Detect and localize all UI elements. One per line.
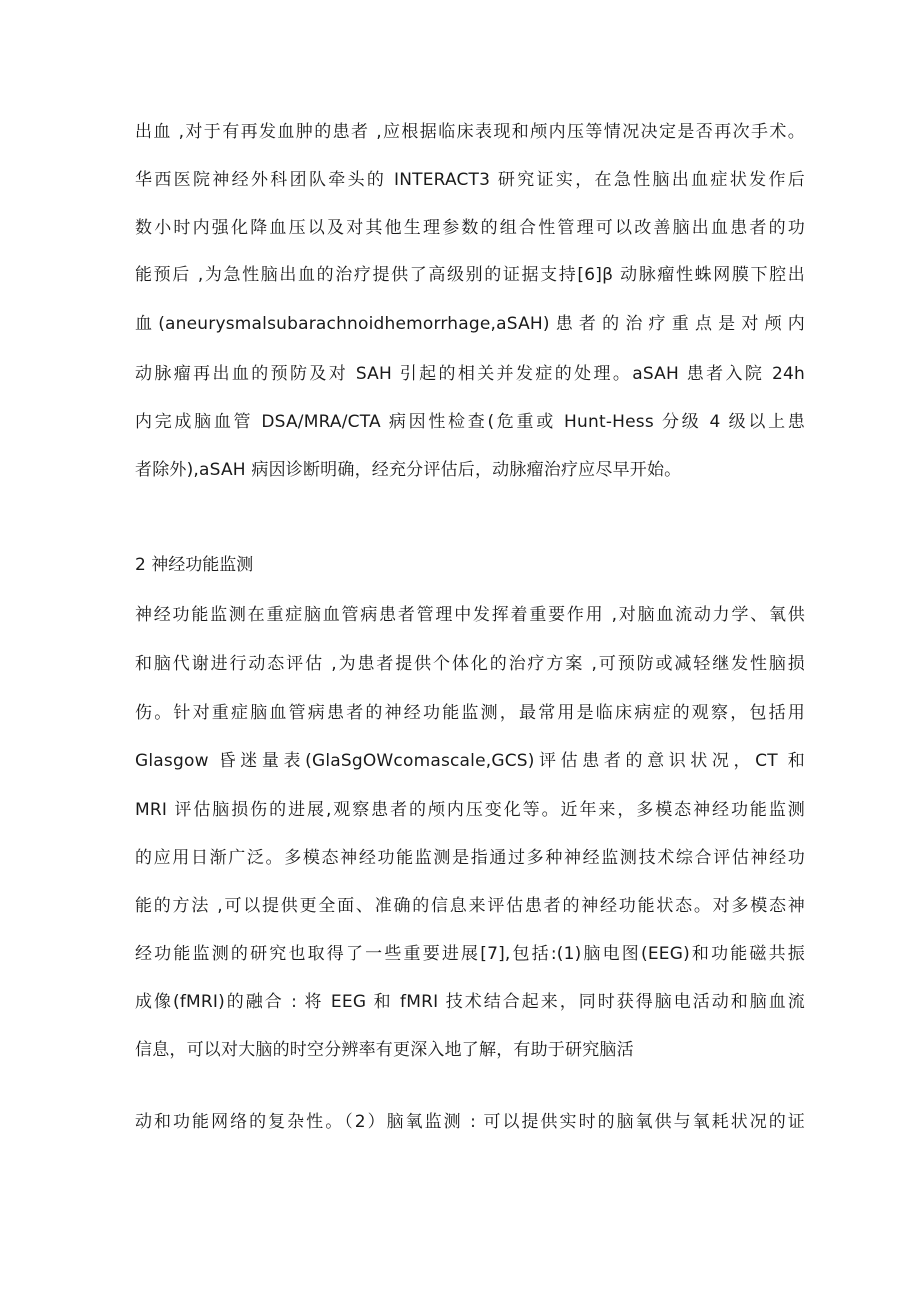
paragraph-line: 出血 ,对于有再发血肿的患者 ,应根据临床表现和颅内压等情况决定是否再次手术。 xyxy=(135,122,805,142)
paragraph-line: 信息，可以对大脑的时空分辨率有更深入地了解，有助于研究脑活 xyxy=(135,1040,634,1060)
paragraph-line: 神经功能监测在重症脑血管病患者管理中发挥着重要作用 ,对脑血流动力学、氧供 xyxy=(135,605,805,625)
paragraph-line: 的应用日渐广泛。多模态神经功能监测是指通过多种神经监测技术综合评估神经功 xyxy=(135,848,805,868)
paragraph-line: 经功能监测的研究也取得了一些重要进展[7],包括:(1)脑电图(EEG)和功能磁共振 xyxy=(135,944,805,964)
paragraph-line: 能的方法 ,可以提供更全面、准确的信息来评估患者的神经功能状态。对多模态神 xyxy=(135,896,805,916)
paragraph-line: 伤。针对重症脑血管病患者的神经功能监测，最常用是临床病症的观察，包括用 xyxy=(135,703,805,723)
paragraph-line: Glasgow 昏迷量表(GlaSgOWcomascale,GCS)评估患者的意识状况，CT 和 xyxy=(135,751,805,771)
paragraph-line: 动脉瘤再出血的预防及对 SAH 引起的相关并发症的处理。aSAH 患者入院 24h xyxy=(135,364,805,384)
paragraph-line: 者除外),aSAH 病因诊断明确，经充分评估后，动脉瘤治疗应尽早开始。 xyxy=(135,460,682,480)
paragraph-line: 内完成脑血管 DSA/MRA/CTA 病因性检查(危重或 Hunt-Hess 分级 4 级以上患 xyxy=(135,412,805,432)
paragraph-line: 和脑代谢进行动态评估 ,为患者提供个体化的治疗方案 ,可预防或减轻继发性脑损 xyxy=(135,654,805,674)
paragraph-line: 成像(fMRI)的融合 : 将 EEG 和 fMRI 技术结合起来，同时获得脑电活动和脑血流 xyxy=(135,992,805,1012)
paragraph-line: 能预后 ,为急性脑出血的治疗提供了高级别的证据支持[6]β 动脉瘤性蛛网膜下腔出 xyxy=(135,265,805,285)
section-heading: 2 神经功能监测 xyxy=(135,555,254,575)
paragraph-line: 血(aneurysmalsubarachnoidhemorrhage,aSAH)患者的治疗重点是对颅内 xyxy=(135,314,805,334)
paragraph-line: 动和功能网络的复杂性。（2）脑氧监测 : 可以提供实时的脑氧供与氧耗状况的证 xyxy=(135,1112,805,1132)
paragraph-line: MRI 评估脑损伤的进展,观察患者的颅内压变化等。近年来，多模态神经功能监测 xyxy=(135,800,805,820)
paragraph-line: 华西医院神经外科团队牵头的 INTERACT3 研究证实，在急性脑出血症状发作后 xyxy=(135,170,805,190)
paragraph-line: 数小时内强化降血压以及对其他生理参数的组合性管理可以改善脑出血患者的功 xyxy=(135,218,805,238)
